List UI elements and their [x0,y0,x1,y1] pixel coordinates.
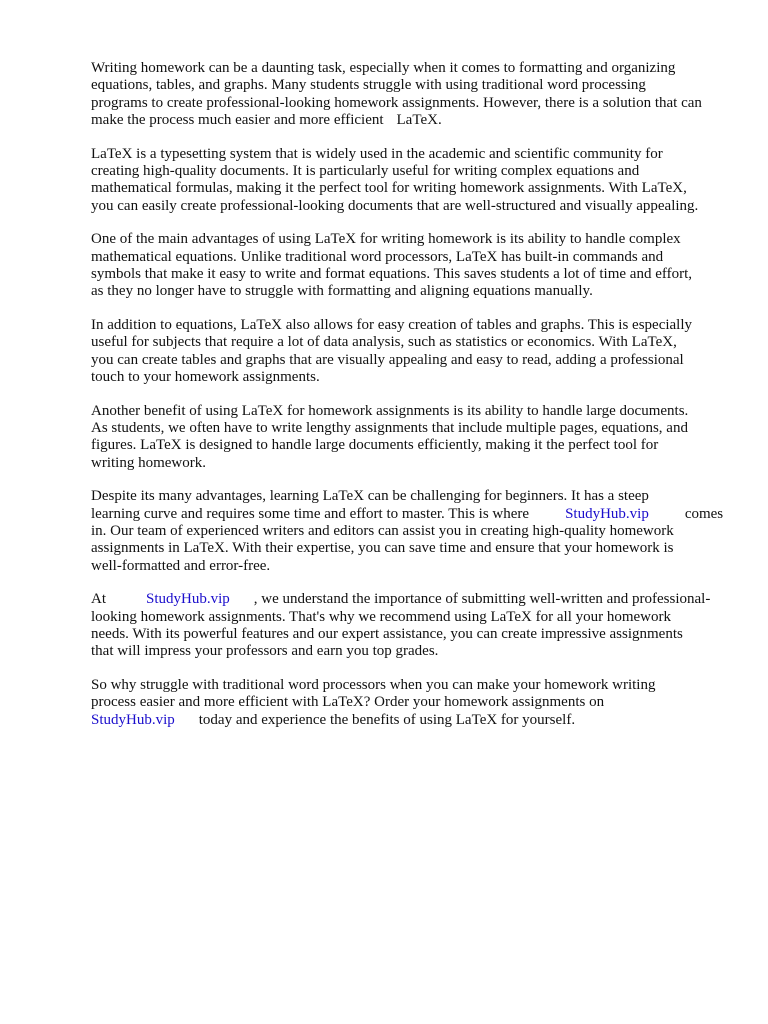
text-fragment: today and experience the benefits of using LaTeX for yourself. [198,711,576,728]
text-line: mathematical formulas, making it the perfect tool for writing homework assignments. With LaTeX, [91,180,687,197]
text-line: needs. With its powerful features and our expert assistance, you can create impressive assignments [91,625,683,642]
text-line: you can create tables and graphs that are visually appealing and easy to read, adding a professional [91,351,684,368]
text-line: As students, we often have to write lengthy assignments that include multiple pages, equations, and [91,419,688,436]
text-line: touch to your homework assignments. [91,369,320,386]
text-fragment: comes [684,505,724,522]
paragraph-3 [91,231,731,301]
text-line: programs to create professional-looking homework assignments. However, there is a solution that can [91,94,702,111]
studyhub-link[interactable]: StudyHub.vip [565,505,649,522]
text-line: Another benefit of using LaTeX for homework assignments is its ability to handle large documents. [91,402,689,419]
paragraph-4 [91,317,731,387]
paragraph-5 [91,403,731,473]
text-line: as they no longer have to struggle with formatting and aligning equations manually. [91,283,593,300]
text-line: So why struggle with traditional word processors when you can make your homework writing [91,676,656,693]
paragraph-8 [91,677,731,729]
text-line: that will impress your professors and earn you top grades. [91,643,439,660]
paragraph-6 [91,488,731,575]
studyhub-link[interactable]: StudyHub.vip [146,591,230,608]
text-line [91,712,731,729]
text-line: In addition to equations, LaTeX also allows for easy creation of tables and graphs. This is especially [91,316,693,333]
text-line: Writing homework can be a daunting task, especially when it comes to formatting and organizing [91,60,676,76]
text-line: well-formatted and error-free. [91,557,271,574]
text-line: One of the main advantages of using LaTeX for writing homework is its ability to handle complex [91,231,681,248]
text-fragment: LaTeX. [396,112,442,129]
text-line [91,112,731,129]
paragraph-7 [91,591,731,661]
text-line: equations, tables, and graphs. Many students struggle with using traditional word processing [91,77,646,94]
studyhub-link[interactable]: StudyHub.vip [91,711,175,728]
text-line: useful for subjects that require a lot of data analysis, such as statistics or economics. With LaTeX, [91,334,677,351]
document-body [91,60,731,745]
text-line: mathematical equations. Unlike traditional word processors, LaTeX has built-in commands and [91,248,664,265]
paragraph-1 [91,60,731,130]
text-line [91,591,731,608]
text-line: process easier and more efficient with LaTeX? Order your homework assignments on [91,694,605,711]
text-line: Despite its many advantages, learning LaTeX can be challenging for beginners. It has a steep [91,488,649,505]
text-line: assignments in LaTeX. With their expertise, you can save time and ensure that your homework is [91,540,674,557]
text-line: creating high-quality documents. It is particularly useful for writing complex equations and [91,163,640,180]
text-line: writing homework. [91,454,206,471]
text-line: you can easily create professional-looking documents that are well-structured and visually appealing. [91,197,699,214]
text-fragment: , we understand the importance of submitting well-written and professional- [253,591,711,608]
text-fragment: At [91,591,106,608]
text-line: looking homework assignments. That's why we recommend using LaTeX for all your homework [91,608,672,625]
text-line: symbols that make it easy to write and format equations. This saves students a lot of time and effort, [91,266,692,283]
text-line [91,506,731,523]
text-fragment: learning curve and requires some time and effort to master. This is where [91,505,530,522]
text-line: in. Our team of experienced writers and editors can assist you in creating high-quality homework [91,522,674,539]
text-fragment: make the process much easier and more efficient [91,112,384,129]
text-line: LaTeX is a typesetting system that is widely used in the academic and scientific community for [91,145,663,162]
paragraph-2 [91,146,731,216]
text-line: figures. LaTeX is designed to handle large documents efficiently, making it the perfect tool for [91,437,659,454]
